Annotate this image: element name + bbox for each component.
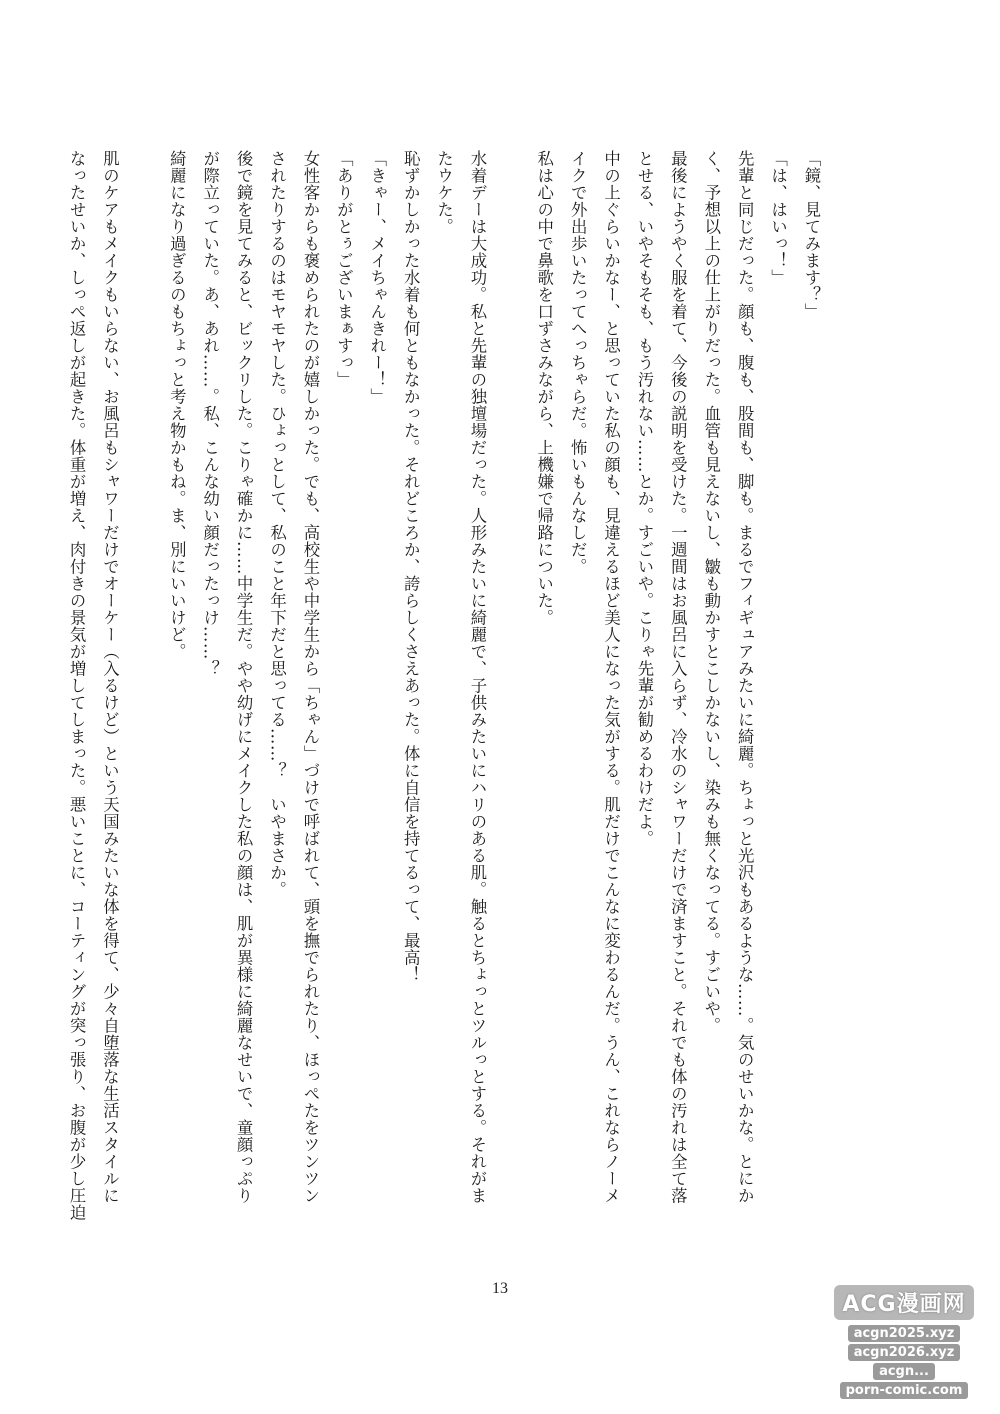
text-line: 先輩と同じだった。顔も、腹も、股間も、脚も。まるでフィギュアみたいに綺麗。ちょっと光沢もあるような……。気のせいかな。とにか	[735, 150, 755, 1204]
watermark-url[interactable]: acgn...	[873, 1363, 935, 1380]
text-line: 「鏡、見てみます？」	[802, 150, 821, 320]
text-line: 最後にようやく服を着て、今後の説明を受けた。一週間はお風呂に入らず、冷水のシャワーだけで済ますこと。それでも体の汚れは全て落	[668, 150, 688, 1204]
text-line: 肌のケアもメイクもいらない、お風呂もシャワーだけでオーケー（入るけど）という天国みたいな体を得て、少々自堕落な生活スタイルに	[100, 150, 120, 1204]
watermark-url[interactable]: porn-comic.com	[840, 1382, 969, 1399]
text-line: が際立っていた。あ、あれ……。私、こんな幼い顔だったっけ……？	[200, 150, 220, 677]
watermark-logo: ACG漫画网	[834, 1285, 973, 1320]
watermark-url[interactable]: acgn2026.xyz	[848, 1344, 961, 1361]
text-line: 「ありがとぅございまぁすっ」	[334, 150, 354, 388]
text-line: 綺麗になり過ぎるのもちょっと考え物かもね。ま、別にいいけど。	[167, 150, 187, 660]
text-line: 恥ずかしかった水着も何ともなかった。それどころか、誇らしくさえあった。体に自信を持てるって、最高！	[401, 150, 421, 983]
page-number: 13	[492, 1280, 508, 1297]
text-line: なったせいか、しっぺ返しが起きた。体重が増え、肉付きの景気が増してしまった。悪いことに、コーティングが突っ張り、お腹が少し圧迫	[67, 150, 87, 1221]
text-line: 中の上ぐらいかなー、と思っていた私の顔も、見違えるほど美人になった気がする。肌だけでこんなに変わるんだ。うん、これならノーメ	[601, 150, 621, 1204]
paragraph-break	[127, 150, 160, 1250]
text-line: たウケた。	[434, 150, 454, 235]
text-line: とせる、いやそもそも、もう汚れない……とか。すごいや。こりゃ先輩が勧めるわけだよ。	[634, 150, 654, 847]
text-line: 女性客からも褒められたのが嬉しかった。でも、高校生や中学生から「ちゃん」づけで呼ばれて、頭を撫でられたり、ほっぺたをツンツン	[300, 150, 320, 1204]
text-line: 後で鏡を見てみると、ビックリした。こりゃ確かに……中学生だ。やや幼げにメイクした私の顔は、肌が異様に綺麗なせいで、童顔っぷり	[234, 150, 254, 1204]
text-line: されたりするのはモヤモヤした。ひょっとして、私のこと年下だと思ってる……？ いやまさか。	[267, 150, 287, 898]
paragraph-break	[494, 150, 527, 1250]
text-line: 水着デーは大成功。私と先輩の独壇場だった。人形みたいに綺麗で、子供みたいにハリのある肌。触るとちょっとツルっとする。それがま	[467, 150, 487, 1204]
text-line: く、予想以上の仕上がりだった。血管も見えないし、皺も動かすとこしかないし、染みも無くなってる。すごいや。	[701, 150, 721, 1034]
watermark-url[interactable]: acgn2025.xyz	[848, 1325, 961, 1342]
text-line: 「きゃー、メイちゃんきれー！」	[367, 150, 387, 405]
site-watermark	[834, 1285, 974, 1400]
text-line: 「は、はいっ！」	[768, 150, 788, 286]
text-line: イクで外出歩いたってへっちゃらだ。怖いもんなしだ。	[568, 150, 588, 575]
vertical-text-body	[60, 150, 828, 1250]
text-line: 私は心の中で鼻歌を口ずさみながら、上機嫌で帰路についた。	[534, 150, 554, 626]
